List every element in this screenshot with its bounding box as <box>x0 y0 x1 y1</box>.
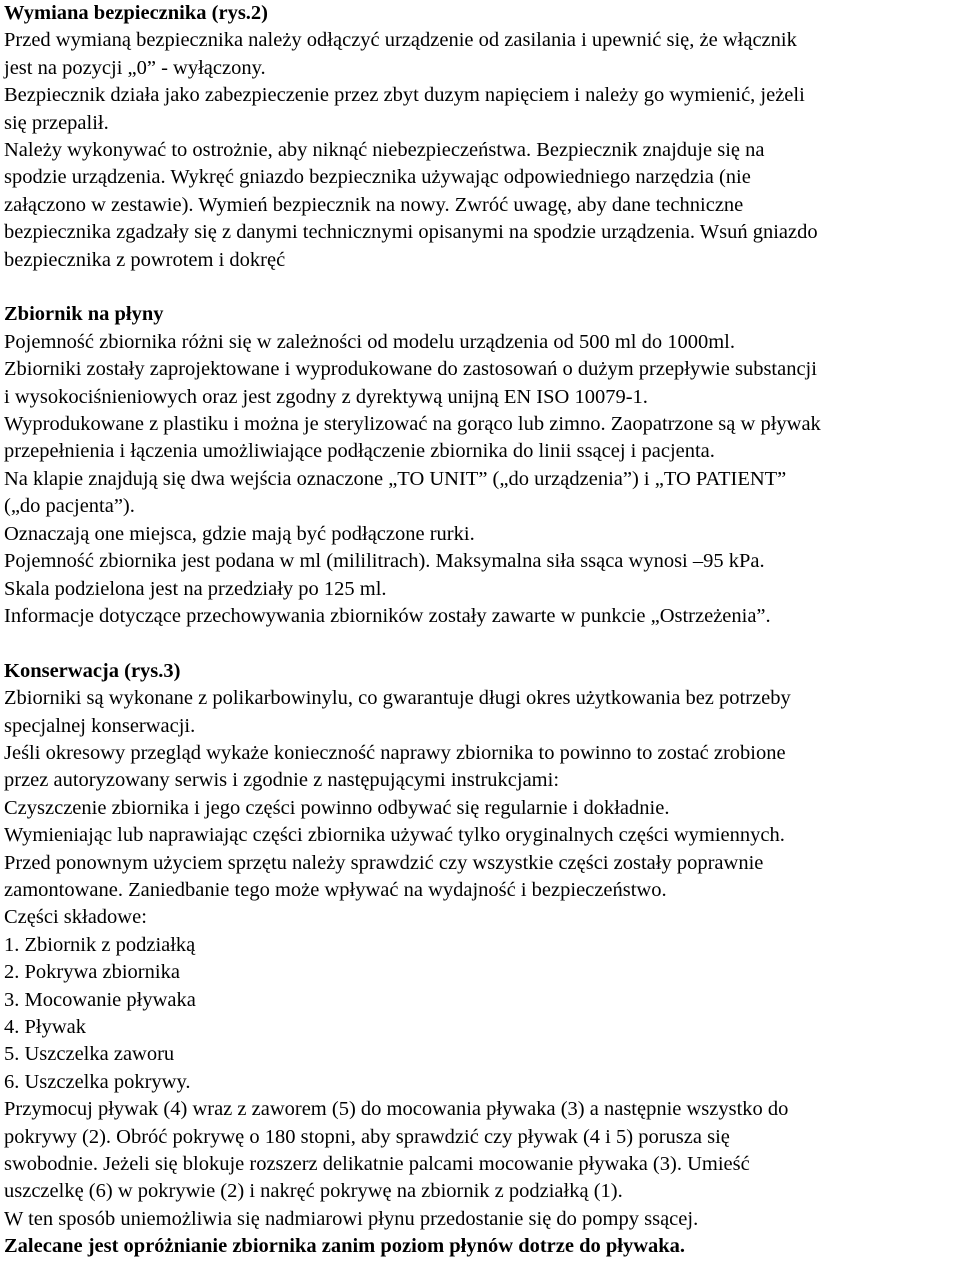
text-line: się przepalił. <box>4 111 109 134</box>
text-line: Wymieniając lub naprawiając części zbiornika używać tylko oryginalnych części wymiennych. <box>4 824 785 847</box>
list-item: 3. Mocowanie pływaka <box>4 988 196 1011</box>
final-warning: Zalecane jest opróżnianie zbiornika zanim poziom płynów dotrze do pływaka. <box>4 1235 686 1258</box>
text-line: Przed wymianą bezpiecznika należy odłączyć urządzenie od zasilania i upewnić się, że włącznik <box>4 29 797 52</box>
text-line: Pojemność zbiornika różni się w zależności od modelu urządzenia od 500 ml do 1000ml. <box>4 330 735 353</box>
text-line: przepełnienia i łączenia umożliwiające podłączenie zbiornika do linii ssącej i pacjenta. <box>4 440 715 463</box>
text-line: Pojemność zbiornika jest podana w ml (mililitrach). Maksymalna siła ssąca wynosi –95 kPa. <box>4 550 765 573</box>
paragraph-gap <box>4 630 958 657</box>
text-line: Czyszczenie zbiornika i jego części powinno odbywać się regularnie i dokładnie. <box>4 796 670 819</box>
text-line: bezpiecznika z powrotem i dokręć <box>4 248 286 271</box>
text-line: przez autoryzowany serwis i zgodnie z następującymi instrukcjami: <box>4 769 560 792</box>
parts-list-heading: Części składowe: <box>4 906 147 929</box>
text-line: załączono w zestawie). Wymień bezpiecznik na nowy. Zwróć uwagę, aby dane techniczne <box>4 193 744 216</box>
list-item: 6. Uszczelka pokrywy. <box>4 1070 191 1093</box>
text-line: bezpiecznika zgadzały się z danymi technicznymi opisanymi na spodzie urządzenia. Wsuń gniazdo <box>4 221 818 244</box>
section-heading: Zbiornik na płyny <box>4 303 164 326</box>
text-line: Na klapie znajdują się dwa wejścia oznaczone „TO UNIT” („do urządzenia”) i „TO PATIENT” <box>4 467 787 490</box>
text-line: Zbiorniki są wykonane z polikarbowinylu, co gwarantuje długi okres użytkowania bez potrzeby <box>4 687 791 710</box>
text-line: Wyprodukowane z plastiku i można je sterylizować na gorąco lub zimno. Zaopatrzone są w pływak <box>4 413 821 436</box>
section-heading: Konserwacja (rys.3) <box>4 659 181 682</box>
text-line: specjalnej konserwacji. <box>4 714 196 737</box>
text-line: zamontowane. Zaniedbanie tego może wpływać na wydajność i bezpieczeństwo. <box>4 878 667 901</box>
list-item: 2. Pokrywa zbiornika <box>4 961 180 984</box>
list-item: 5. Uszczelka zaworu <box>4 1043 175 1066</box>
text-line: („do pacjenta”). <box>4 495 135 518</box>
text-line: pokrywy (2). Obróć pokrywę o 180 stopni, aby sprawdzić czy pływak (4 i 5) porusza się <box>4 1125 730 1148</box>
text-line: i wysokociśnieniowych oraz jest zgodny z dyrektywą unijną EN ISO 10079-1. <box>4 385 648 408</box>
text-line: Informacje dotyczące przechowywania zbiorników zostały zawarte w punkcie „Ostrzeżenia”. <box>4 604 771 627</box>
section-body <box>4 27 958 274</box>
section-konserwacja <box>4 658 958 1261</box>
text-line: W ten sposób uniemożliwia się nadmiarowi płynu przedostanie się do pompy ssącej. <box>4 1207 699 1230</box>
section-zbiornik-na-plyny <box>4 301 958 630</box>
text-line: swobodnie. Jeżeli się blokuje rozszerz delikatnie palcami mocowanie pływaka (3). Umieść <box>4 1153 750 1176</box>
text-line: Przed ponownym użyciem sprzętu należy sprawdzić czy wszystkie części zostały poprawnie <box>4 851 764 874</box>
text-line: Bezpiecznik działa jako zabezpieczenie przez zbyt duzym napięciem i należy go wymienić, jeżeli <box>4 84 805 107</box>
section-heading: Wymiana bezpiecznika (rys.2) <box>4 2 269 24</box>
section-body <box>4 685 958 1261</box>
text-line: uszczelkę (6) w pokrywie (2) i nakręć pokrywę na zbiornik z podziałką (1). <box>4 1180 623 1203</box>
list-item: 1. Zbiornik z podziałką <box>4 933 196 956</box>
text-line: Oznaczają one miejsca, gdzie mają być podłączone rurki. <box>4 522 475 545</box>
section-body <box>4 329 958 630</box>
text-line: jest na pozycji „0” - wyłączony. <box>4 56 266 79</box>
text-line: Jeśli okresowy przegląd wykaże konieczność naprawy zbiornika to powinno to zostać zrobione <box>4 741 786 764</box>
list-item: 4. Pływak <box>4 1016 86 1038</box>
text-line: Zbiorniki zostały zaprojektowane i wyprodukowane do zastosowań o dużym przepływie substancji <box>4 358 817 381</box>
text-line: Przymocuj pływak (4) wraz z zaworem (5) do mocowania pływaka (3) a następnie wszystko do <box>4 1098 789 1121</box>
parts-list <box>4 932 958 1096</box>
text-line: spodzie urządzenia. Wykręć gniazdo bezpiecznika używając odpowiedniego narzędzia (nie <box>4 166 751 189</box>
section-wymiana-bezpiecznika <box>4 0 958 274</box>
text-line: Skala podzielona jest na przedziały po 125 ml. <box>4 577 387 600</box>
paragraph-gap <box>4 274 958 301</box>
text-line: Należy wykonywać to ostrożnie, aby niknąć niebezpieczeństwa. Bezpiecznik znajduje się na <box>4 139 765 162</box>
